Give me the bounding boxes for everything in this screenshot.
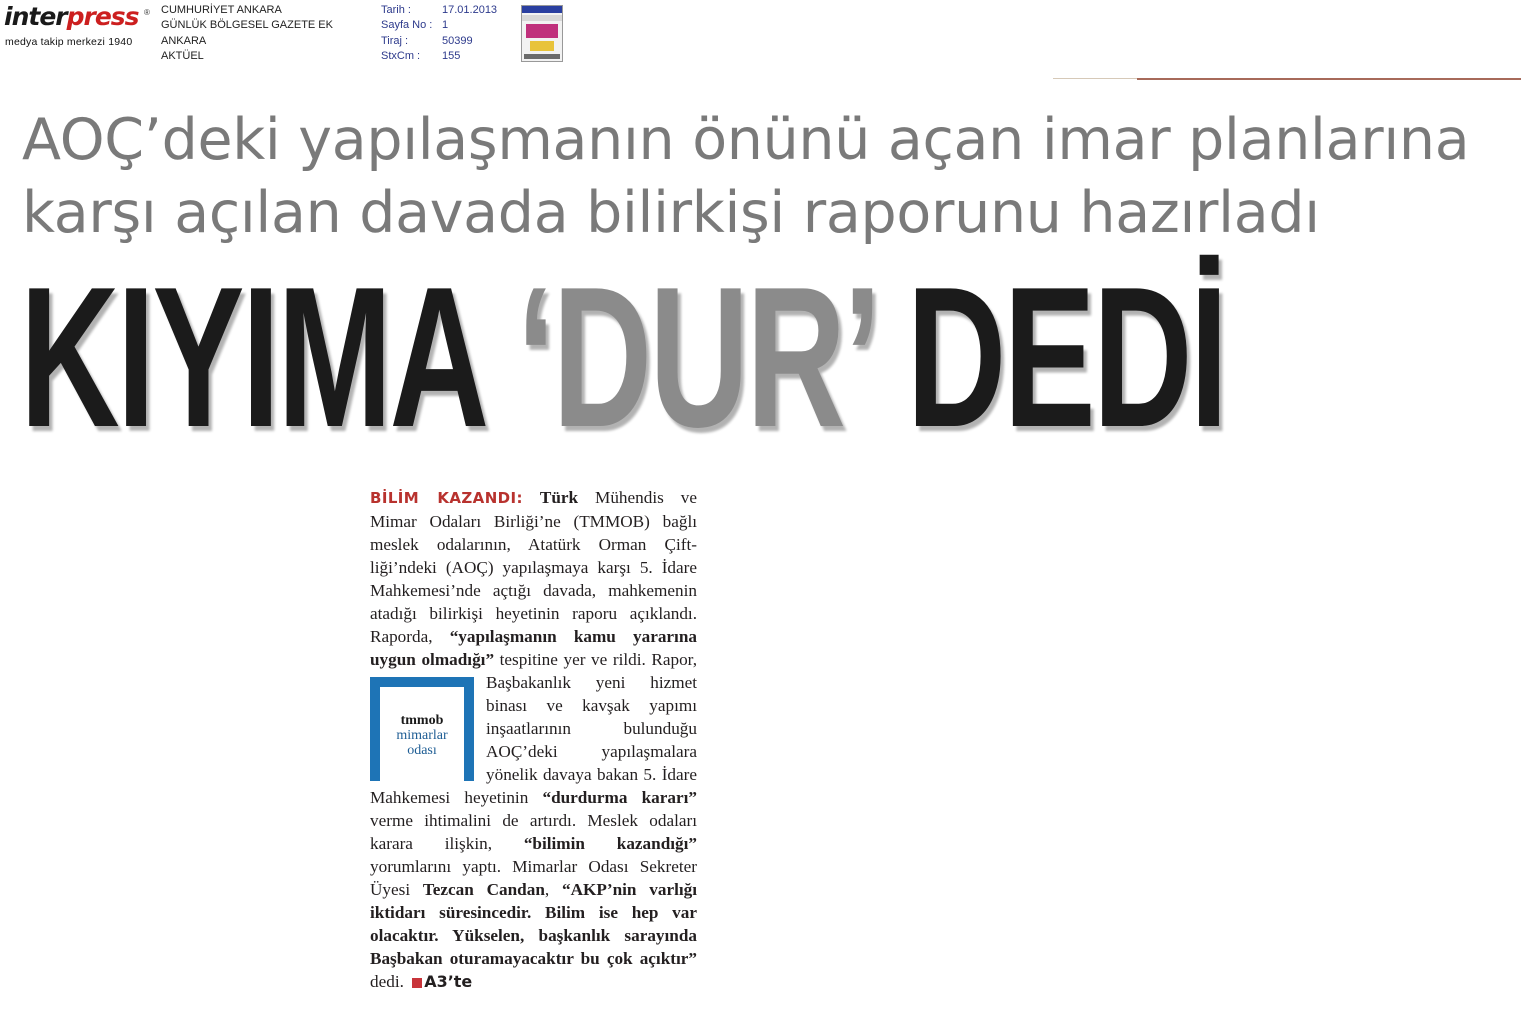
- article-emphasis: “durdurma kararı”: [542, 788, 697, 807]
- meta-value: 155: [442, 49, 461, 62]
- publication-city: ANKARA: [161, 34, 207, 47]
- article-emphasis: “AKP’nin varlığı iktidarı süresincedir. Bilim ise hep var olacaktır. Yükselen, başkanlık sarayında Başbakan oturamayacaktır bu çok açıktır”: [370, 880, 697, 968]
- article-body: [370, 486, 697, 993]
- registered-mark: ®: [144, 8, 150, 17]
- kicker-line: karşı açılan davada bilirkişi raporunu hazırladı: [22, 180, 1320, 246]
- article-text-run: dedi.: [370, 972, 404, 991]
- article-text-run: tespitine yer ve: [494, 650, 608, 669]
- tmmob-mimarlar-odasi-logo: [370, 677, 474, 781]
- logo-line-tmmob: tmmob: [400, 713, 444, 728]
- article-text-run: Mühendis ve Mimar Odaları Birliği’ne (TMMOB) bağlı meslek odalarının, Atatürk Orman Çiftliği’ndeki (AOÇ) yapılaşmaya karşı 5. İdare Mahkemesi’nde açtığı davada, mahkemenin atadığı bilirkişi heyetinin raporu açıklandı. Raporda,: [370, 488, 697, 646]
- logo-wordmark: [4, 4, 139, 30]
- page-thumbnail[interactable]: [521, 5, 563, 62]
- header-divider-light: [1053, 78, 1137, 79]
- meta-row-circulation: [381, 34, 497, 49]
- meta-value: 50399: [442, 34, 473, 47]
- headline-word-kiyima: KIYIMA: [20, 246, 517, 469]
- meta-value: 1: [442, 19, 449, 32]
- article-text-run: [523, 488, 540, 507]
- article-emphasis: “yapılaşmanın kamu yararına uygun olmadığı”: [370, 627, 697, 669]
- meta-row-page: [381, 18, 497, 33]
- meta-row-date: [381, 3, 497, 18]
- publication-section: AKTÜEL: [161, 49, 204, 62]
- headline-word-dedi: DEDİ: [906, 246, 1226, 469]
- meta-label: Sayfa No :: [381, 19, 433, 32]
- article-text-run: verme ihtimalini de artırdı. Meslek odaları karara ilişkin,: [370, 811, 697, 853]
- article-text-run: ,: [544, 880, 562, 899]
- logo-line-mimarlar: mimarlar: [396, 728, 448, 743]
- article-emphasis: Türk: [539, 488, 579, 507]
- headline-word-dur: ‘DUR’: [516, 246, 907, 469]
- continued-reference: A3’te: [424, 972, 473, 991]
- article-text-run: yorumlarını yaptı. Mimarlar Odası Sekreter Üyesi: [370, 857, 697, 899]
- main-headline: [20, 246, 1226, 469]
- article-emphasis: “bilimin kazandığı”: [523, 834, 697, 853]
- end-square-icon: [412, 978, 422, 988]
- logo-wordmark-red: press: [66, 2, 139, 31]
- kicker-line: AOÇ’deki yapılaşmanın önünü açan imar planlarına: [22, 107, 1470, 173]
- logo-line-odasi: odası: [407, 743, 437, 758]
- article-text-run: rildi. Rapor, Başbakanlık yeni hizmet binası ve kavşak yapımı inşaatlarının bulunduğu AOÇ’deki yapılaşmalara yönelik davaya bakan 5. İdare Mahkemesi heyetinin: [370, 650, 698, 807]
- publication-info: [161, 3, 333, 64]
- meta-label: Tiraj :: [381, 34, 409, 47]
- meta-label: StxCm :: [381, 49, 421, 62]
- interpress-logo: [4, 4, 154, 50]
- meta-value: 17.01.2013: [442, 4, 498, 16]
- article-emphasis: Tezcan Candan: [422, 880, 545, 899]
- meta-label: Tarih :: [381, 4, 411, 16]
- article-text-intro: [370, 488, 697, 669]
- headline-kicker: [22, 104, 1512, 250]
- publication-name: CUMHURİYET ANKARA: [161, 4, 282, 16]
- logo-tagline: medya takip merkezi 1940: [5, 36, 133, 48]
- logo-wordmark-dark: inter: [4, 2, 67, 31]
- header-divider: [1137, 78, 1521, 80]
- clipping-meta: [381, 3, 497, 64]
- publication-type: GÜNLÜK BÖLGESEL GAZETE EK: [161, 19, 333, 32]
- lead-label: BİLİM KAZANDI:: [370, 489, 523, 507]
- meta-row-stxcm: [381, 49, 497, 64]
